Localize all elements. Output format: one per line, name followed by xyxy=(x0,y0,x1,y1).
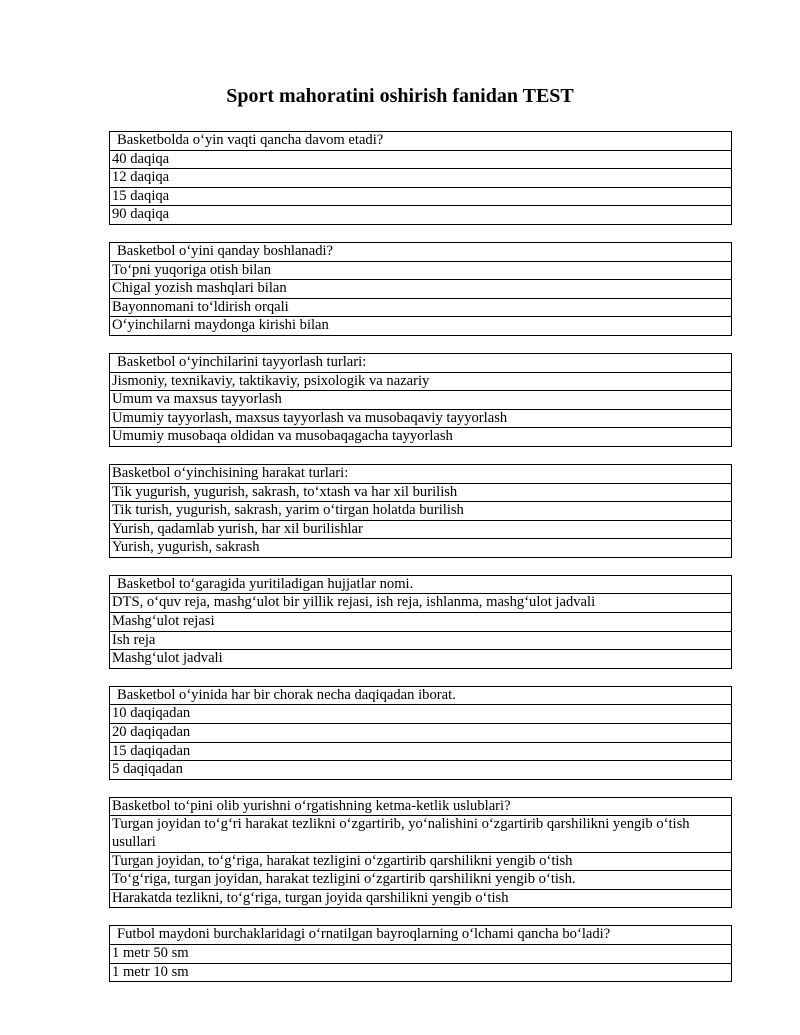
answer-option: 5 daqiqadan xyxy=(110,761,732,780)
answer-option: Mashg‘ulot rejasi xyxy=(110,613,732,632)
question-block xyxy=(109,686,732,780)
answer-option: 90 daqiqa xyxy=(110,206,732,225)
answer-option: Yurish, qadamlab yurish, har xil burilishlar xyxy=(110,520,732,539)
answer-option: Tik yugurish, yugurish, sakrash, to‘xtash va har xil burilish xyxy=(110,483,732,502)
answer-option: 1 metr 50 sm xyxy=(110,944,732,963)
answer-option: Mashg‘ulot jadvali xyxy=(110,650,732,669)
page-title: Sport mahoratini oshirish fanidan TEST xyxy=(226,85,574,107)
question-text: Basketbol o‘yinchilarini tayyorlash turlari: xyxy=(110,353,732,372)
question-text: Basketbol to‘garagida yuritiladigan hujjatlar nomi. xyxy=(110,575,732,594)
answer-option: 1 metr 10 sm xyxy=(110,963,732,982)
answer-option: Turgan joyidan to‘g‘ri harakat tezlikni o‘zgartirib, yo‘nalishini o‘zgartirib qarshilikni yengib o‘tish usullari xyxy=(110,816,732,852)
answer-option: To‘pni yuqoriga otish bilan xyxy=(110,261,732,280)
answer-option: Tik turish, yugurish, sakrash, yarim o‘tirgan holatda burilish xyxy=(110,502,732,521)
answer-option: Yurish, yugurish, sakrash xyxy=(110,539,732,558)
question-block xyxy=(109,242,732,336)
answer-option: 12 daqiqa xyxy=(110,169,732,188)
answer-option: Bayonnomani to‘ldirish orqali xyxy=(110,298,732,317)
question-text: Basketbolda o‘yin vaqti qancha davom etadi? xyxy=(110,132,732,151)
question-text: Basketbol to‘pini olib yurishni o‘rgatishning ketma-ketlik uslublari? xyxy=(110,797,732,816)
questions-list xyxy=(109,131,732,999)
question-text: Futbol maydoni burchaklaridagi o‘rnatilgan bayroqlarning o‘lchami qancha bo‘ladi? xyxy=(110,926,732,945)
answer-option: DTS, o‘quv reja, mashg‘ulot bir yillik rejasi, ish reja, ishlanma, mashg‘ulot jadvali xyxy=(110,594,732,613)
question-block xyxy=(109,131,732,225)
answer-option: Chigal yozish mashqlari bilan xyxy=(110,280,732,299)
question-text: Basketbol o‘yinida har bir chorak necha daqiqadan iborat. xyxy=(110,686,732,705)
question-block xyxy=(109,464,732,558)
answer-option: To‘g‘riga, turgan joyidan, harakat tezligini o‘zgartirib qarshilikni yengib o‘tish. xyxy=(110,871,732,890)
answer-option: 15 daqiqa xyxy=(110,187,732,206)
answer-option: Harakatda tezlikni, to‘g‘riga, turgan joyida qarshilikni yengib o‘tish xyxy=(110,889,732,908)
answer-option: Jismoniy, texnikaviy, taktikaviy, psixologik va nazariy xyxy=(110,372,732,391)
answer-option: O‘yinchilarni maydonga kirishi bilan xyxy=(110,317,732,336)
answer-option: Umumiy musobaqa oldidan va musobaqagacha tayyorlash xyxy=(110,428,732,447)
answer-option: 20 daqiqadan xyxy=(110,724,732,743)
answer-option: Turgan joyidan, to‘g‘riga, harakat tezligini o‘zgartirib qarshilikni yengib o‘tish xyxy=(110,852,732,871)
answer-option: 10 daqiqadan xyxy=(110,705,732,724)
answer-option: Umum va maxsus tayyorlash xyxy=(110,391,732,410)
question-block xyxy=(109,575,732,669)
answer-option: 40 daqiqa xyxy=(110,150,732,169)
question-block xyxy=(109,925,732,982)
question-block xyxy=(109,353,732,447)
answer-option: Ish reja xyxy=(110,631,732,650)
question-block xyxy=(109,797,732,909)
answer-option: 15 daqiqadan xyxy=(110,742,732,761)
answer-option: Umumiy tayyorlash, maxsus tayyorlash va musobaqaviy tayyorlash xyxy=(110,409,732,428)
question-text: Basketbol o‘yinchisining harakat turlari: xyxy=(110,464,732,483)
question-text: Basketbol o‘yini qanday boshlanadi? xyxy=(110,242,732,261)
